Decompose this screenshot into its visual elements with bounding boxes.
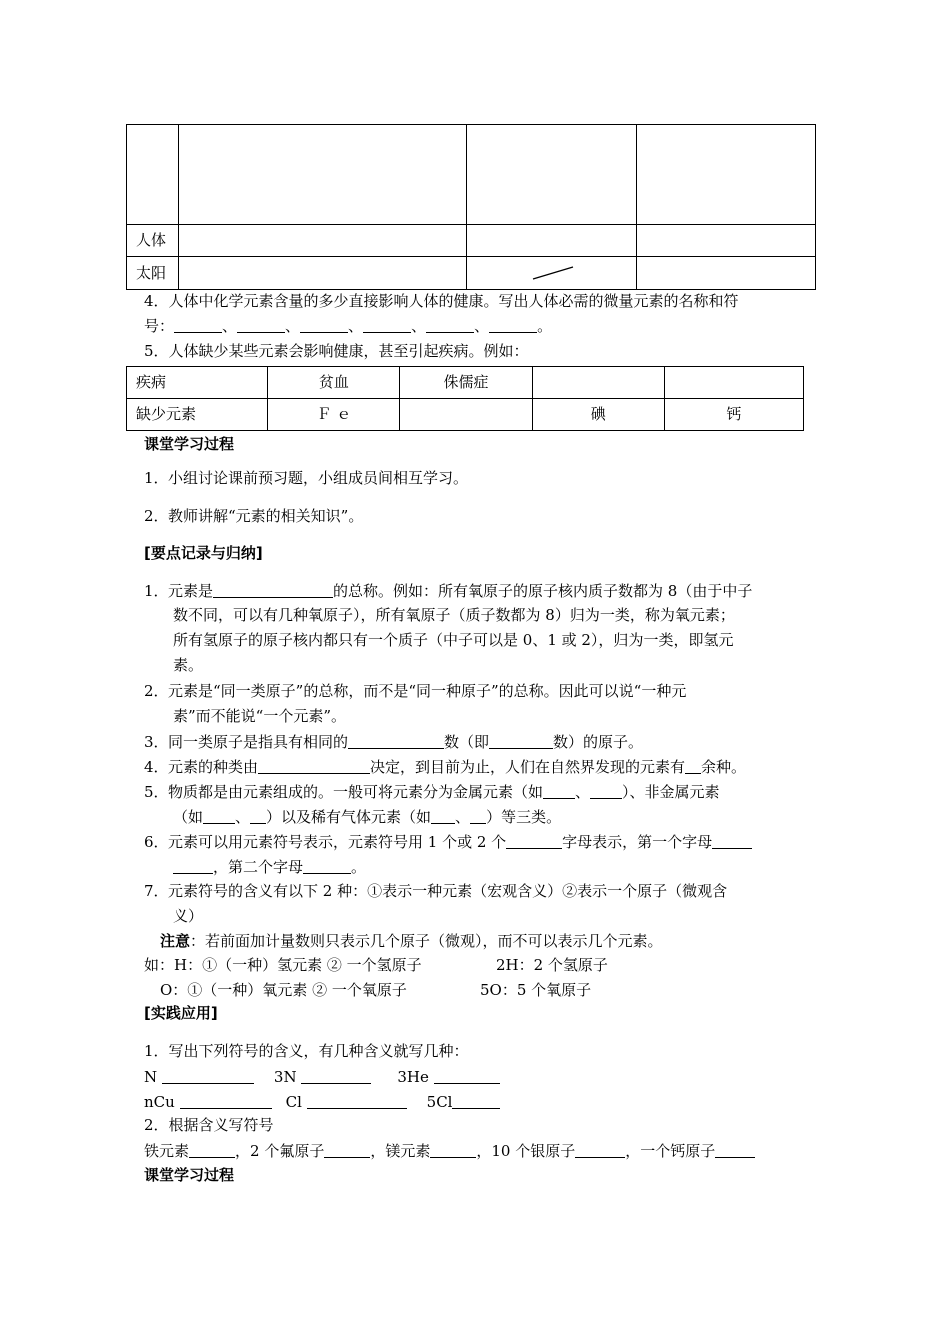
blank[interactable] <box>430 1143 476 1158</box>
slash-mark <box>529 263 589 283</box>
note-7-line2: 义） <box>173 907 204 925</box>
notes-title: [要点记录与归纳] <box>144 544 263 562</box>
cell: Ｆ ｅ <box>268 399 400 431</box>
blank[interactable] <box>715 1143 755 1158</box>
practice-1: 1．写出下列符号的含义，有几种含义就写几种： <box>144 1042 469 1060</box>
example-5o: 5O：5 个氧原子 <box>480 981 592 999</box>
note-5-line2: （如 、 ）以及稀有气体元素（如 、 ）等三类。 <box>173 808 562 826</box>
blank[interactable] <box>180 1094 272 1109</box>
cell <box>664 367 803 399</box>
note-1-line2: 数不同，可以有几种氧原子），所有氧原子（质子数都为 8）归为一类，称为氧元素； <box>173 606 735 624</box>
blank[interactable] <box>506 834 562 849</box>
blank[interactable] <box>237 318 285 333</box>
process-item-2: 2．教师讲解“元素的相关知识”。 <box>144 507 364 525</box>
note-6-line2: ，第二个字母 。 <box>173 859 366 875</box>
blank[interactable] <box>203 809 235 824</box>
note-1-line1: 1．元素是 的总称。例如：所有氧原子的原子核内质子数都为 8（由于中子 <box>144 582 753 600</box>
cell: 贫血 <box>268 367 400 399</box>
example-o: O：①（一种）氧元素 ② 一个氧原子 <box>160 981 407 999</box>
blank[interactable] <box>543 784 575 799</box>
blank[interactable] <box>590 784 622 799</box>
blank[interactable] <box>300 318 348 333</box>
cell: 碘 <box>532 399 664 431</box>
blank[interactable] <box>426 318 474 333</box>
blank[interactable] <box>470 809 486 824</box>
cell: 侏儒症 <box>400 367 532 399</box>
note-4: 4．元素的种类由 决定，到目前为止，人们在自然界发现的元素有 余种。 <box>144 758 747 776</box>
section-title-2: 课堂学习过程 <box>144 1166 235 1184</box>
blank[interactable] <box>162 1069 254 1084</box>
note-3: 3．同一类原子是指具有相同的 数（即 数）的原子。 <box>144 733 644 751</box>
row-label-sun: 太阳 <box>127 257 179 290</box>
note-5-line1: 5．物质都是由元素组成的。一般可将元素分为金属元素（如 、 ）、非金属元素 <box>144 783 720 801</box>
q4-line1: 4．人体中化学元素含量的多少直接影响人体的健康。写出人体必需的微量元素的名称和符 <box>144 292 739 310</box>
blank[interactable] <box>189 1143 235 1158</box>
blank[interactable] <box>250 809 266 824</box>
attention-note: 注意：若前面加计量数则只表示几个原子（微观），而不可以表示几个元素。 <box>160 932 663 950</box>
process-item-1: 1．小组讨论课前预习题，小组成员间相互学习。 <box>144 469 469 487</box>
blank[interactable] <box>452 1094 500 1109</box>
cell: 疾病 <box>127 367 268 399</box>
blank[interactable] <box>431 809 455 824</box>
blank[interactable] <box>489 734 553 749</box>
example-h: 如：H：①（一种）氢元素 ② 一个氢原子 <box>144 956 422 974</box>
disease-table <box>126 366 804 431</box>
q4-line2: 号： 、 、 、 、 、 。 <box>144 317 553 335</box>
cell: 钙 <box>664 399 803 431</box>
element-table <box>126 124 816 290</box>
blank[interactable] <box>213 583 333 598</box>
note-2-line1: 2．元素是“同一类原子”的总称，而不是“同一种原子”的总称。因此可以说“一种元 <box>144 682 687 700</box>
practice-2-items: 铁元素 ，2 个氟原子 ，镁元素 ，10 个银原子 ，一个钙原子 <box>144 1143 755 1159</box>
blank[interactable] <box>712 834 752 849</box>
note-1-line3: 所有氢原子的原子核内都只有一个质子（中子可以是 0、1 或 2），归为一类，即氢元 <box>173 631 734 649</box>
cell <box>400 399 532 431</box>
blank[interactable] <box>307 1094 407 1109</box>
example-2h: 2H：2 个氢原子 <box>496 956 608 974</box>
row-label-human: 人体 <box>127 225 179 257</box>
blank[interactable] <box>489 318 537 333</box>
practice-title: [实践应用] <box>144 1004 218 1022</box>
blank[interactable] <box>303 859 351 874</box>
blank[interactable] <box>685 759 701 774</box>
blank[interactable] <box>301 1069 371 1084</box>
section-title: 课堂学习过程 <box>144 435 235 453</box>
note-2-line2: 素”而不能说“一个元素”。 <box>173 707 347 725</box>
practice-row-2: nCu Cl 5Cl <box>144 1094 500 1110</box>
q5-text: 5．人体缺少某些元素会影响健康，甚至引起疾病。例如： <box>144 342 529 360</box>
blank[interactable] <box>173 859 213 874</box>
blank[interactable] <box>434 1069 500 1084</box>
practice-row-1: N 3N 3He <box>144 1069 500 1085</box>
note-6-line1: 6．元素可以用元素符号表示，元素符号用 1 个或 2 个 字母表示，第一个字母 <box>144 834 752 850</box>
blank[interactable] <box>363 318 411 333</box>
cell: 缺少元素 <box>127 399 268 431</box>
blank[interactable] <box>575 1143 625 1158</box>
practice-2: 2．根据含义写符号 <box>144 1116 274 1134</box>
blank[interactable] <box>258 759 370 774</box>
blank[interactable] <box>324 1143 370 1158</box>
blank[interactable] <box>348 734 444 749</box>
note-1-line4: 素。 <box>173 656 204 674</box>
blank[interactable] <box>174 318 222 333</box>
note-7-line1: 7．元素符号的含义有以下 2 种：①表示一种元素（宏观含义）②表示一个原子（微观含 <box>144 882 728 900</box>
cell <box>532 367 664 399</box>
